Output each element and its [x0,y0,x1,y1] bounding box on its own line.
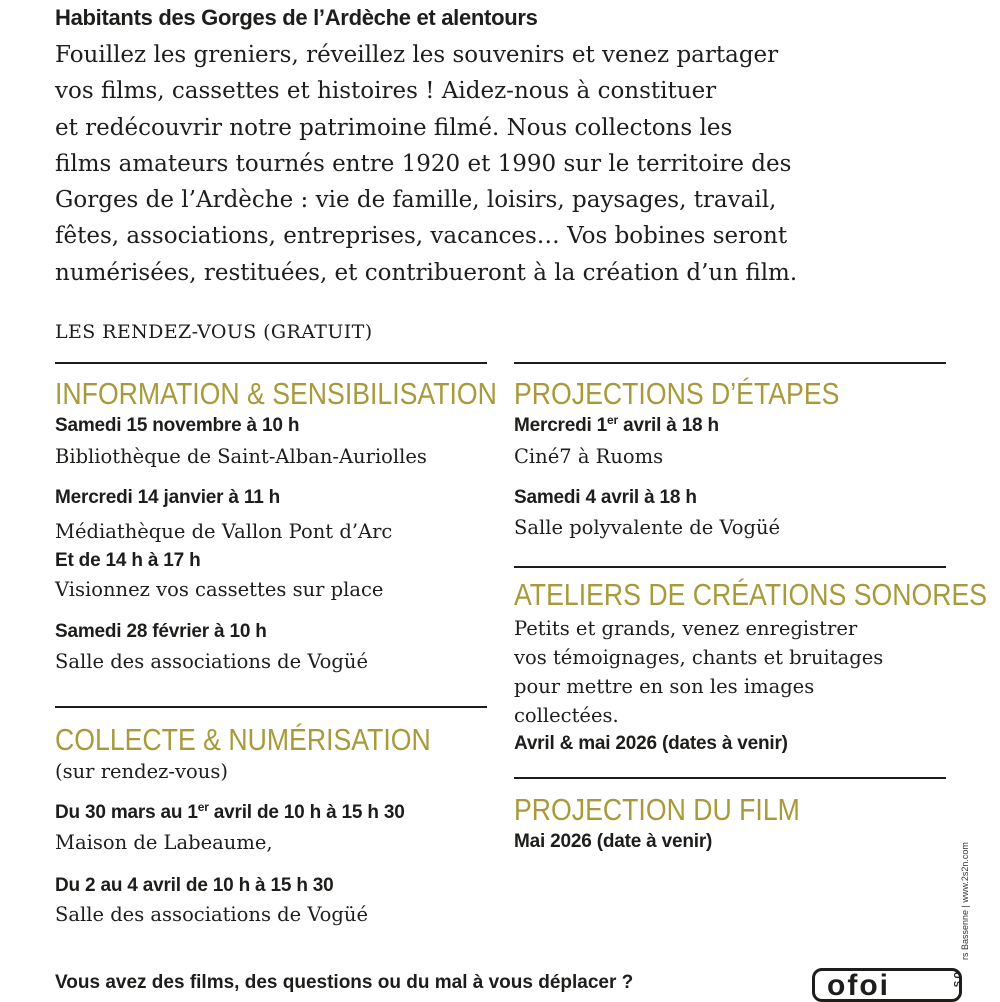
info-event-3-place: Salle des associations de Vogüé [55,650,368,673]
projections-section-title: PROJECTIONS D’ÉTAPES [514,376,840,411]
collecte-event-1-date [55,802,405,824]
divider-left-top [55,362,487,364]
info-section-title: INFORMATION & SENSIBILISATION [55,376,497,411]
collecte-event-1-date-start: Du 30 mars au 1 [55,802,198,823]
logo-text: ofoi [827,969,890,1002]
divider-left-mid [55,706,487,708]
ateliers-section-title: ATELIERS DE CRÉATIONS SONORES [514,577,988,612]
info-event-2-extra-time: Et de 14 h à 17 h [55,550,201,571]
collecte-event-1-date-sup: er [197,800,209,814]
intro-line: vos films, cassettes et histoires ! Aidez-nous à constituer [55,78,717,105]
intro-line: Fouillez les greniers, réveillez les souvenirs et venez partager [55,42,779,68]
film-date: Mai 2026 (date à venir) [514,831,713,852]
info-event-1-date: Samedi 15 novembre à 10 h [55,415,300,436]
divider-right-low [514,777,946,779]
intro-line: et redécouvrir notre patrimoine filmé. Nous collectons les [55,114,733,141]
projections-event-1-date-sup: er [607,413,618,427]
projections-event-1-date [514,415,719,437]
collecte-event-1-date-end: avril de 10 h à 15 h 30 [208,802,405,823]
intro-line: numérisées, restituées, et contribueront à la création d’un film. [55,259,798,286]
page-headline: Habitants des Gorges de l’Ardèche et alentours [55,5,538,30]
ateliers-line: pour mettre en son les images [514,675,815,698]
collecte-event-2-date: Du 2 au 4 avril de 10 h à 15 h 30 [55,875,334,896]
info-event-1-place: Bibliothèque de Saint-Alban-Auriolles [55,445,427,468]
film-section-title: PROJECTION DU FILM [514,792,800,827]
info-event-2-place: Médiathèque de Vallon Pont d’Arc [55,520,393,543]
projections-event-1-date-start: Mercredi 1 [514,415,608,436]
rendezvous-heading: LES RENDEZ-VOUS (GRATUIT) [55,321,373,343]
intro-line: Gorges de l’Ardèche : vie de famille, loisirs, paysages, travail, [55,187,777,214]
projections-event-1-place: Ciné7 à Ruoms [514,445,664,468]
footer-question: Vous avez des films, des questions ou du mal à vous déplacer ? [55,972,634,993]
intro-line: fêtes, associations, entreprises, vacances… Vos bobines seront [55,223,788,250]
logo-side-text: U S [952,972,962,988]
info-event-2-date: Mercredi 14 janvier à 11 h [55,487,281,508]
projections-event-1-date-end: avril à 18 h [618,415,719,436]
ateliers-line: Petits et grands, venez enregistrer [514,617,858,640]
intro-paragraph [55,37,935,291]
ateliers-line: vos témoignages, chants et bruitages [514,646,884,669]
info-event-2-note: Visionnez vos cassettes sur place [55,578,384,601]
intro-line: films amateurs tournés entre 1920 et 1990 sur le territoire des [55,150,792,177]
ateliers-line: collectées. [514,704,619,727]
organization-logo [812,968,962,1002]
info-event-3-date: Samedi 28 février à 10 h [55,621,267,642]
divider-right-mid [514,566,946,568]
ateliers-date: Avril & mai 2026 (dates à venir) [514,733,788,754]
projections-event-2-place: Salle polyvalente de Vogüé [514,516,781,539]
designer-credit: rs Bassenne | www.2s2n.com [960,842,970,960]
collecte-section-title: COLLECTE & NUMÉRISATION [55,722,431,757]
collecte-note: (sur rendez-vous) [55,760,228,783]
collecte-event-2-place: Salle des associations de Vogüé [55,903,368,926]
divider-right-top [514,362,946,364]
ateliers-description [514,614,883,730]
projections-event-2-date: Samedi 4 avril à 18 h [514,487,697,508]
collecte-event-1-place: Maison de Labeaume, [55,831,273,854]
